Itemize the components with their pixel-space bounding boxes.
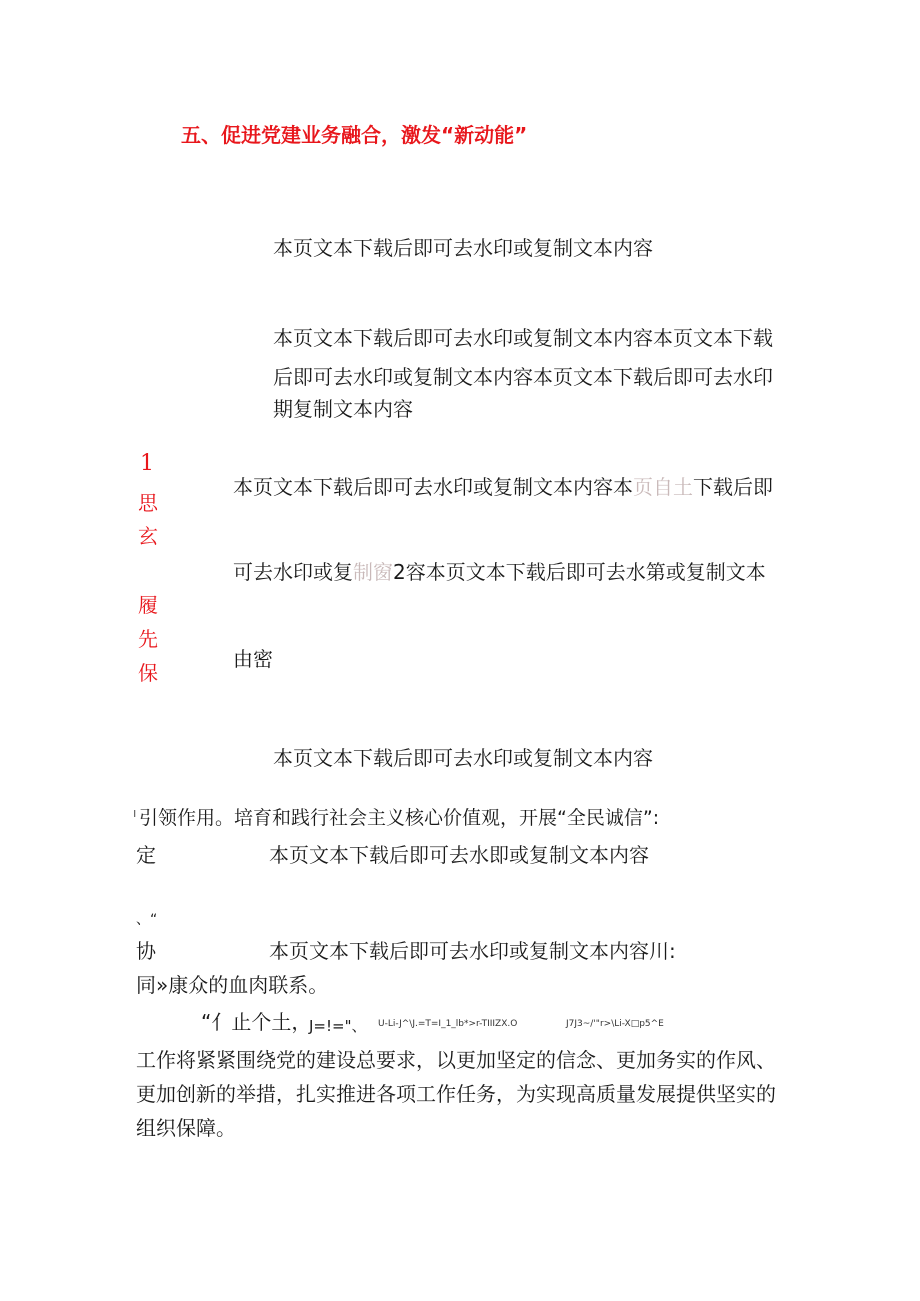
body-line: 引领作用。培育和践行社会主义核心价值观，开展“全民诚信”: bbox=[139, 807, 660, 829]
watermark-line: 本页文本下载后即可去水印或复制文本内容 bbox=[273, 236, 653, 260]
mixed-line-text: 下载后即 bbox=[693, 475, 773, 499]
garbled-text: U-Li-J^\J.=T=I_1_lb*>r-TIIIZX.O bbox=[378, 1019, 518, 1029]
fragment-mark: 、“ bbox=[136, 912, 158, 928]
closing-line: 组织保障。 bbox=[136, 1116, 236, 1140]
margin-char: 保 bbox=[138, 661, 158, 685]
mixed-line: 由密 bbox=[233, 647, 273, 671]
body-line: 同»康众的血肉联系。 bbox=[136, 973, 329, 997]
faded-text: 页自土 bbox=[633, 475, 693, 499]
margin-char: 履 bbox=[138, 593, 158, 617]
margin-number: 1 bbox=[140, 451, 154, 476]
watermark-line: 本页文本下载后即可去水即或复制文本内容 bbox=[269, 843, 649, 867]
watermark-line: 本页文本下载后即可去水印或复制文本内容 bbox=[273, 746, 653, 770]
closing-line: 工作将紧紧围绕党的建设总要求，以更加坚定的信念、更加务实的作风、 bbox=[136, 1048, 776, 1072]
paragraph-line: 后即可去水印或复制文本内容本页文本下载后即可去水印 bbox=[273, 365, 773, 389]
mixed-line-text: 本页文本下载后即可去水印或复制文本内容本 bbox=[233, 475, 633, 499]
paragraph-line: 期复制文本内容 bbox=[273, 397, 413, 421]
margin-char: 先 bbox=[138, 627, 158, 651]
closing-line: 更加创新的举措，扎实推进各项工作任务，为实现高质量发展提供坚实的 bbox=[136, 1082, 776, 1106]
fragment-char: 协 bbox=[136, 939, 156, 963]
section-heading: 五、促进党建业务融合，激发“新动能” bbox=[181, 123, 528, 147]
garbled-text: J7J3~/'"r>\Li-X□p5^E bbox=[566, 1019, 664, 1029]
margin-char: 玄 bbox=[138, 524, 158, 548]
paragraph-line: 本页文本下载后即可去水印或复制文本内容本页文本下载 bbox=[273, 326, 773, 350]
mixed-line-text: 2容本页文本下载后即可去水第或复制文本 bbox=[393, 560, 766, 584]
watermark-line: 本页文本下载后即可去水印或复制文本内容川: bbox=[269, 939, 676, 963]
mixed-line bbox=[233, 562, 766, 582]
garbled-text: “亻止个土， bbox=[201, 1010, 312, 1034]
fragment-char: 定 bbox=[136, 843, 156, 867]
mixed-line-text: 可去水印或复 bbox=[233, 560, 353, 584]
line-mark: ı bbox=[133, 806, 137, 820]
mixed-line bbox=[233, 477, 773, 497]
margin-char: 思 bbox=[138, 491, 158, 515]
faded-text: 制窗 bbox=[353, 560, 393, 584]
garbled-text: J=!="、 bbox=[309, 1017, 367, 1035]
